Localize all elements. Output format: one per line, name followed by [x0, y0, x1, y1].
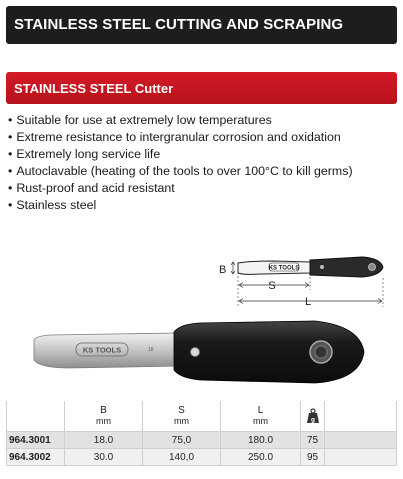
article-number: 964.3001	[7, 432, 65, 449]
cell-s: 140,0	[143, 449, 221, 466]
header-weight	[301, 401, 325, 432]
drawing-knife-outline	[238, 257, 383, 277]
cell-s: 75,0	[143, 432, 221, 449]
feature-item: • Suitable for use at extremely low temperatures	[8, 112, 353, 129]
feature-item: • Autoclavable (heating of the tools to over 100°C to kill germs)	[8, 163, 353, 180]
header-s-symbol: S	[178, 405, 185, 416]
cell-l: 250.0	[221, 449, 301, 466]
product-title: STAINLESS STEEL Cutter	[14, 81, 174, 96]
table-row	[7, 432, 397, 449]
header-b-unit: mm	[96, 416, 111, 426]
header-blank	[325, 401, 397, 432]
dimension-label-l: L	[304, 296, 312, 308]
feature-item: • Extreme resistance to intergranular corrosion and oxidation	[8, 129, 353, 146]
header-article	[7, 401, 65, 432]
cell-weight: 95	[301, 449, 325, 466]
weight-icon	[306, 408, 320, 424]
cell-b: 30.0	[65, 449, 143, 466]
blade-brand-logo	[76, 343, 128, 356]
header-s-unit: mm	[174, 416, 189, 426]
dimension-drawing	[214, 247, 390, 309]
feature-list	[8, 112, 353, 214]
header-s	[143, 401, 221, 432]
header-l	[221, 401, 301, 432]
dimension-label-b: B	[219, 264, 227, 276]
cell-blank	[325, 449, 397, 466]
blade-mark: 18	[148, 347, 154, 353]
header-l-symbol: L	[257, 405, 264, 416]
feature-item: • Stainless steel	[8, 197, 353, 214]
spec-table	[6, 401, 397, 466]
product-photo	[30, 318, 374, 388]
table-header-row	[7, 401, 397, 432]
feature-item: • Extremely long service life	[8, 146, 353, 163]
cell-weight: 75	[301, 432, 325, 449]
photo-brand: KS TOOLS	[82, 345, 122, 355]
header-b-symbol: B	[100, 405, 107, 416]
cell-l: 180.0	[221, 432, 301, 449]
header-l-unit: mm	[253, 416, 268, 426]
cell-b: 18.0	[65, 432, 143, 449]
cell-blank	[325, 432, 397, 449]
article-number: 964.3002	[7, 449, 65, 466]
product-header	[6, 72, 397, 104]
drawing-brand: KS TOOLS	[268, 265, 300, 272]
feature-item: • Rust-proof and acid resistant	[8, 180, 353, 197]
dimension-label-s: S	[268, 280, 276, 292]
table-row	[7, 449, 397, 466]
section-header	[6, 6, 397, 44]
section-title: STAINLESS STEEL CUTTING AND SCRAPING	[14, 16, 344, 33]
header-b	[65, 401, 143, 432]
knife-handle	[174, 321, 364, 383]
weight-unit: g	[310, 416, 315, 424]
